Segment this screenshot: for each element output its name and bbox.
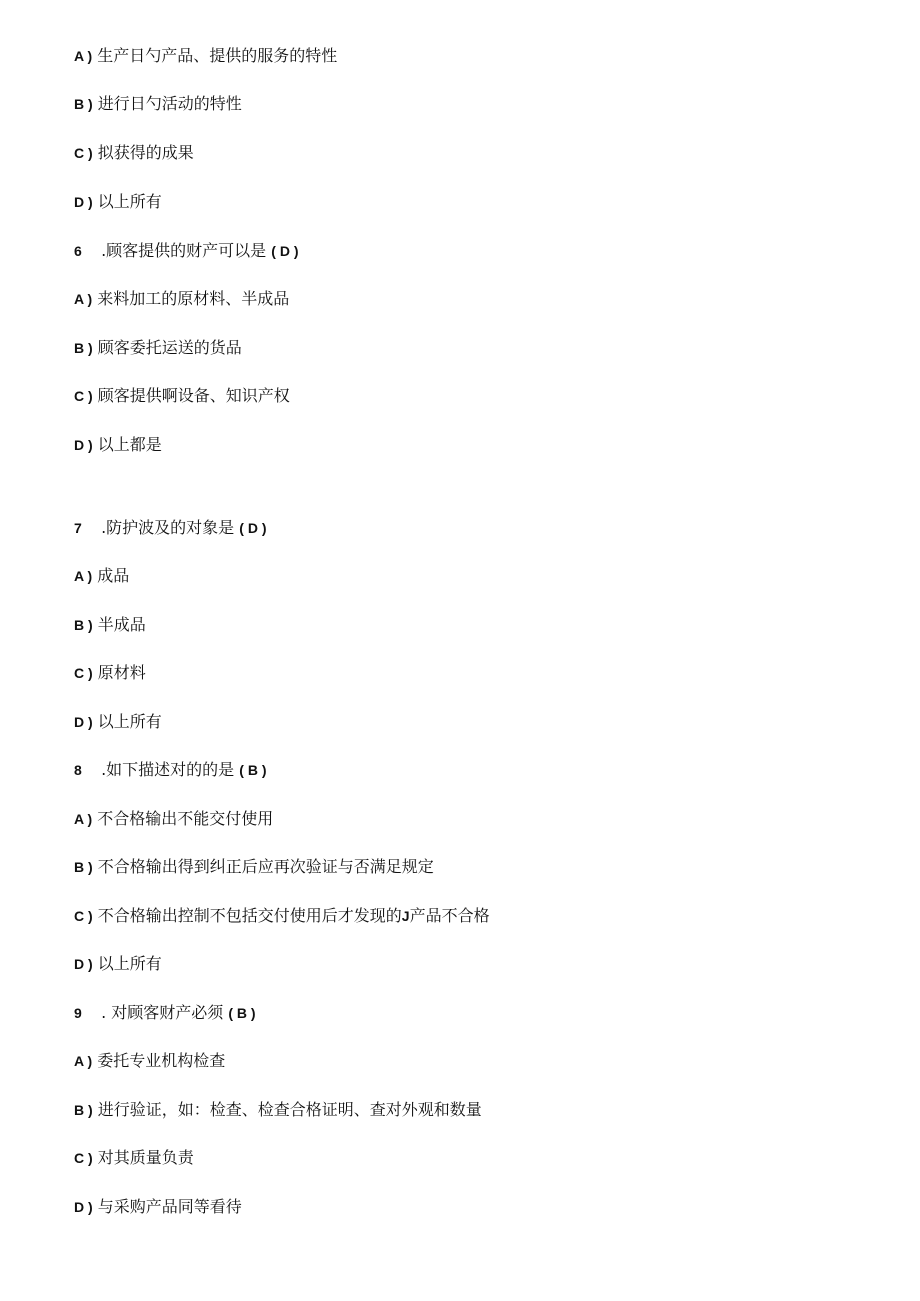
option-text: 进行验证，如：检查、检查合格证明、查对外观和数量: [97, 1100, 482, 1119]
option-tag: A ): [74, 568, 93, 584]
option-line: [74, 384, 290, 408]
option-text: 原材料: [97, 663, 146, 682]
option-tag: A ): [74, 48, 93, 64]
question-text: . 对顾客财产必须: [101, 1003, 224, 1022]
option-text: 顾客提供啊设备、知识产权: [97, 386, 290, 405]
option-line: [74, 1098, 482, 1122]
option-tag: B ): [74, 1102, 93, 1118]
option-line: [74, 44, 337, 68]
option-text: 成品: [97, 566, 130, 585]
option-line: [74, 190, 162, 214]
option-text: 不合格输出控制不包括交付使用后才发现的: [97, 906, 402, 925]
option-tag: D ): [74, 437, 93, 453]
option-tag: B ): [74, 96, 93, 112]
option-line: [74, 564, 129, 588]
option-tag: C ): [74, 1150, 93, 1166]
option-text: 委托专业机构检查: [97, 1051, 226, 1070]
option-line: [74, 141, 194, 165]
option-tag: B ): [74, 859, 93, 875]
option-line: [74, 807, 273, 831]
question-line: [74, 239, 299, 263]
option-tag: D ): [74, 714, 93, 730]
option-text: 拟获得的成果: [97, 143, 194, 162]
option-text: 对其质量负责: [97, 1148, 194, 1167]
option-line: [74, 1195, 242, 1219]
option-line: [74, 952, 162, 976]
option-text: 半成品: [97, 615, 146, 634]
option-text: 以上所有: [97, 954, 162, 973]
option-text: 进行日勺活动的特性: [97, 94, 242, 113]
option-text: 不合格输出不能交付使用: [97, 809, 274, 828]
option-text: 不合格输出得到纠正后应再次验证与否满足规定: [97, 857, 434, 876]
option-line: [74, 287, 289, 311]
question-number: 8: [74, 762, 82, 778]
option-text: 以上所有: [97, 712, 162, 731]
option-text: 以上都是: [97, 435, 162, 454]
question-text: .防护波及的对象是: [101, 518, 235, 537]
option-line: [74, 336, 242, 360]
question-answer: ( B ): [239, 762, 267, 778]
option-text: 生产日勺产品、提供的服务的特性: [97, 46, 338, 65]
question-answer: ( D ): [239, 520, 267, 536]
option-stray-glyph: J: [401, 908, 410, 924]
option-tag: D ): [74, 1199, 93, 1215]
option-text: 顾客委托运送的货品: [97, 338, 242, 357]
option-line: [74, 855, 434, 879]
option-tag: C ): [74, 388, 93, 404]
question-number: 9: [74, 1005, 82, 1021]
option-tag: C ): [74, 665, 93, 681]
option-tag: B ): [74, 617, 93, 633]
option-line: [74, 1049, 225, 1073]
question-text: .如下描述对的的是: [101, 760, 235, 779]
option-line: [74, 710, 162, 734]
option-text-tail: 产品不合格: [409, 906, 490, 925]
option-line: [74, 433, 162, 457]
question-line: [74, 516, 267, 540]
question-line: [74, 1001, 256, 1025]
question-line: [74, 758, 267, 782]
option-line: [74, 904, 490, 928]
option-tag: B ): [74, 340, 93, 356]
option-line: [74, 1146, 194, 1170]
option-tag: A ): [74, 291, 93, 307]
question-answer: ( D ): [271, 243, 299, 259]
option-text: 来料加工的原材料、半成品: [97, 289, 290, 308]
option-line: [74, 92, 242, 116]
option-tag: A ): [74, 1053, 93, 1069]
option-tag: A ): [74, 811, 93, 827]
option-line: [74, 661, 146, 685]
option-text: 以上所有: [97, 192, 162, 211]
question-text: .顾客提供的财产可以是: [101, 241, 267, 260]
option-tag: D ): [74, 956, 93, 972]
option-tag: D ): [74, 194, 93, 210]
option-line: [74, 613, 146, 637]
option-text: 与采购产品同等看待: [97, 1197, 242, 1216]
question-number: 6: [74, 243, 82, 259]
option-tag: C ): [74, 145, 93, 161]
option-tag: C ): [74, 908, 93, 924]
question-answer: ( B ): [228, 1005, 256, 1021]
question-number: 7: [74, 520, 82, 536]
